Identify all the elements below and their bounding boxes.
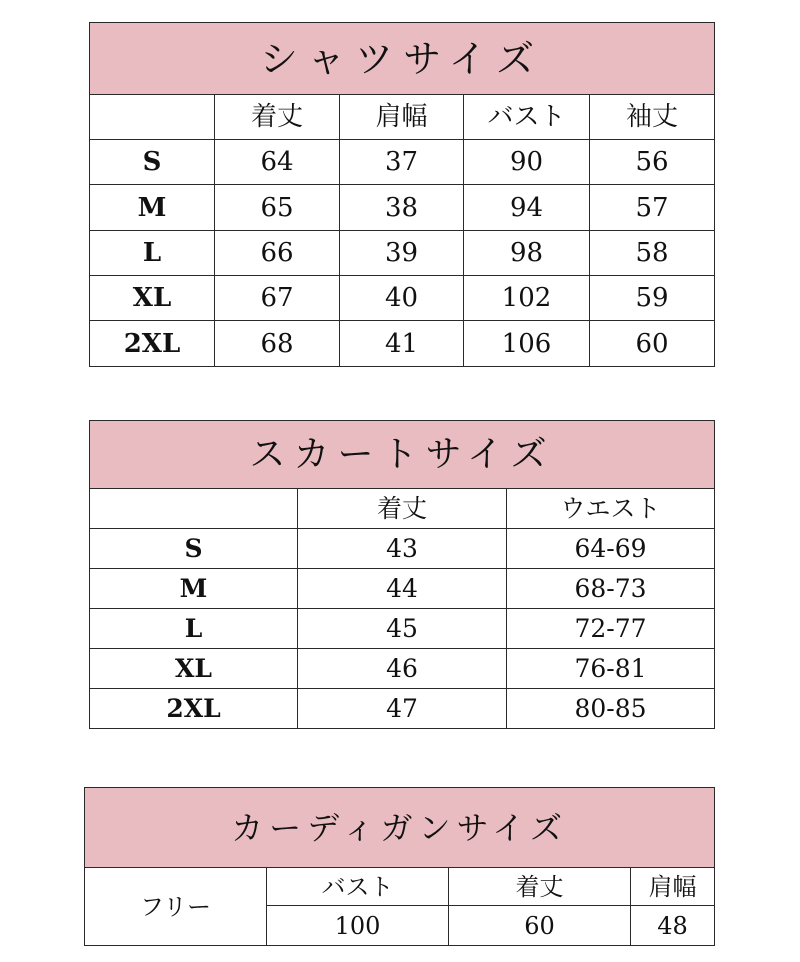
- table-cell: 67: [215, 276, 340, 321]
- shirt-header-length: 着丈: [215, 95, 340, 140]
- size-label: 2XL: [90, 321, 215, 367]
- shirt-header-row: [90, 95, 715, 140]
- skirt-header-empty: [90, 489, 298, 529]
- table-row: [90, 609, 715, 649]
- table-cell: 59: [590, 276, 715, 321]
- table-row: [90, 529, 715, 569]
- size-label: XL: [90, 276, 215, 321]
- table-cell: 80-85: [507, 689, 715, 729]
- cardigan-header-length: 着丈: [449, 868, 631, 906]
- shirt-header-bust: バスト: [464, 95, 590, 140]
- size-label: XL: [90, 649, 298, 689]
- table-cell: 106: [464, 321, 590, 367]
- skirt-header-length: 着丈: [298, 489, 507, 529]
- table-cell: 60: [449, 906, 631, 946]
- skirt-header-row: [90, 489, 715, 529]
- table-cell: 46: [298, 649, 507, 689]
- table-cell: 56: [590, 140, 715, 185]
- table-cell: 60: [590, 321, 715, 367]
- table-cell: 40: [340, 276, 464, 321]
- skirt-header-waist: ウエスト: [507, 489, 715, 529]
- shirt-header-shoulder: 肩幅: [340, 95, 464, 140]
- cardigan-size-table: [84, 787, 715, 946]
- table-cell: 100: [267, 906, 449, 946]
- table-cell: 64: [215, 140, 340, 185]
- table-row: [90, 649, 715, 689]
- table-cell: 39: [340, 231, 464, 276]
- table-cell: 90: [464, 140, 590, 185]
- shirt-header-sleeve: 袖丈: [590, 95, 715, 140]
- shirt-table-title: シャツサイズ: [90, 23, 715, 95]
- size-label: フリー: [85, 868, 267, 946]
- table-row: [90, 569, 715, 609]
- table-cell: 48: [631, 906, 715, 946]
- table-cell: 43: [298, 529, 507, 569]
- table-row: [90, 689, 715, 729]
- table-cell: 94: [464, 185, 590, 231]
- shirt-header-empty: [90, 95, 215, 140]
- table-cell: 76-81: [507, 649, 715, 689]
- table-cell: 72-77: [507, 609, 715, 649]
- table-row: [90, 185, 715, 231]
- table-row: [90, 140, 715, 185]
- table-cell: 58: [590, 231, 715, 276]
- table-row: [90, 276, 715, 321]
- cardigan-table-title: カーディガンサイズ: [85, 788, 715, 868]
- table-cell: 68: [215, 321, 340, 367]
- table-cell: 41: [340, 321, 464, 367]
- table-cell: 68-73: [507, 569, 715, 609]
- cardigan-header-shoulder: 肩幅: [631, 868, 715, 906]
- cardigan-header-row: [85, 868, 715, 906]
- skirt-table-title: スカートサイズ: [90, 421, 715, 489]
- table-cell: 57: [590, 185, 715, 231]
- table-cell: 47: [298, 689, 507, 729]
- size-label: S: [90, 529, 298, 569]
- size-label: 2XL: [90, 689, 298, 729]
- size-label: L: [90, 609, 298, 649]
- skirt-size-table: [89, 420, 715, 729]
- table-cell: 98: [464, 231, 590, 276]
- table-cell: 38: [340, 185, 464, 231]
- table-cell: 102: [464, 276, 590, 321]
- table-row: [90, 321, 715, 367]
- table-row: [90, 231, 715, 276]
- table-cell: 64-69: [507, 529, 715, 569]
- shirt-size-table: [89, 22, 715, 367]
- table-cell: 65: [215, 185, 340, 231]
- cardigan-header-bust: バスト: [267, 868, 449, 906]
- table-cell: 66: [215, 231, 340, 276]
- size-label: L: [90, 231, 215, 276]
- table-cell: 44: [298, 569, 507, 609]
- table-cell: 45: [298, 609, 507, 649]
- table-cell: 37: [340, 140, 464, 185]
- size-label: S: [90, 140, 215, 185]
- size-label: M: [90, 185, 215, 231]
- size-label: M: [90, 569, 298, 609]
